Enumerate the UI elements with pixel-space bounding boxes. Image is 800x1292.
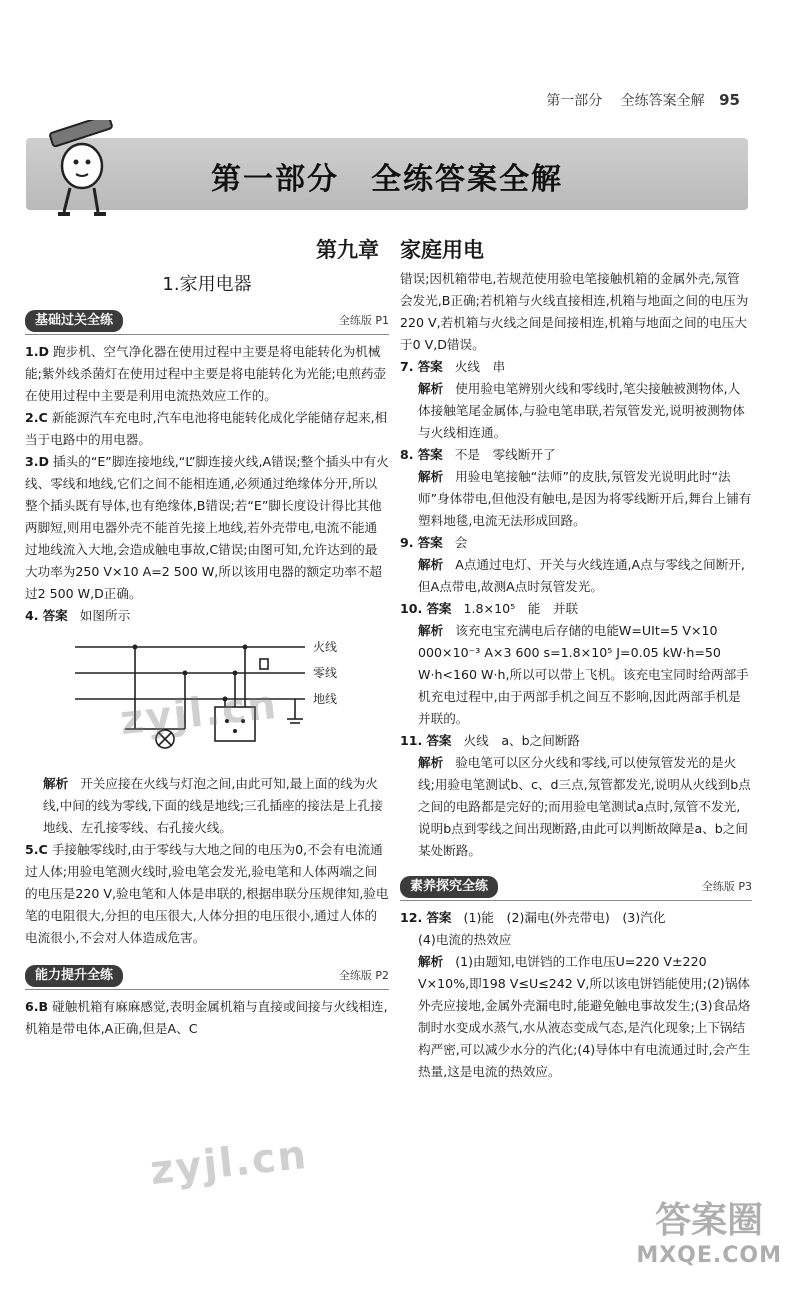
answer-text: (4)电流的热效应 [418, 932, 512, 947]
analysis-label: 解析 [418, 557, 444, 572]
wire-label-neutral: 零线 [313, 666, 338, 680]
question-text: 跑步机、空气净化器在使用过程中主要是将电能转化为机械能;紫外线杀菌灯在使用过程中主要是将电能转化为光能;电煎药壶在使用过程中主要是利用电流热效应工作的。 [25, 344, 387, 403]
answer-text: (1)能 (2)漏电(外壳带电) (3)汽化 [463, 910, 666, 925]
chapter-title: 第九章 家庭用电 [316, 238, 484, 262]
question-number: 6.B [25, 999, 49, 1014]
analysis-text: A点通过电灯、开关与火线连通,A点与零线之间断开,但A点带电,故测A点时氖管发光。 [418, 557, 745, 594]
analysis-text: (1)由题知,电饼铛的工作电压U=220 V±220 V×10%,即198 V≤U≤242 V,所以该电饼铛能使用;(2)锅体外壳应接地,金属外壳漏电时,能避免触电事故发生;(3)食品烙制时水变成水蒸气,水从液态变成气态,是汽化现象;上下锅结构严密,可以减少水分的汽化;(4)导体中有电流通过时,会产生热量,这是电流的热效应。 [418, 954, 751, 1079]
analysis-label: 解析 [418, 381, 444, 396]
brand-bottom: MXQE.COM [636, 1243, 782, 1268]
question-2 [25, 407, 389, 451]
question-text: 新能源汽车充电时,汽车电池将电能转化成化学能储存起来,相当于电路中的用电器。 [25, 410, 388, 447]
question-6 [25, 996, 389, 1040]
analysis-label: 解析 [43, 776, 69, 791]
analysis-text: 使用验电笔辨别火线和零线时,笔尖接触被测物体,人体接触笔尾金属体,与验电笔串联,若氖管发光,说明被测物体与火线相连通。 [418, 381, 745, 440]
part-banner [26, 138, 748, 210]
page-number: 95 [719, 91, 740, 109]
section-bar-suyang [400, 874, 752, 901]
question-12-answer-cont [400, 929, 752, 951]
answer-text: 不是 零线断开了 [454, 447, 556, 462]
answer-text: 火线 a、b之间断路 [463, 733, 580, 748]
question-1 [25, 341, 389, 407]
question-11-analysis [400, 752, 752, 862]
question-7-analysis [400, 378, 752, 444]
analysis-text: 验电笔可以区分火线和零线,可以使氖管发光的是火线;用验电笔测试b、c、d三点,氖管都发光,说明从火线到b点之间的电路都是完好的;而用验电笔测试a点时,氖管不发光,说明b点到零线之间出现断路,由此可以判断故障是a、b之间某处断路。 [418, 755, 751, 858]
question-number: 9. [400, 535, 414, 550]
question-number: 7. [400, 359, 414, 374]
question-8 [400, 444, 752, 466]
pencil-mascot-icon [40, 120, 126, 220]
analysis-label: 解析 [418, 469, 444, 484]
question-10-analysis [400, 620, 752, 730]
question-number: 3.D [25, 454, 50, 469]
watermark: zyjl.cn [118, 681, 281, 745]
question-text: 手接触零线时,由于零线与大地之间的电压为0,不会有电流通过人体;用验电笔测火线时,验电笔会发光,验电笔和人体两端之间的电压是220 V,验电笔和人体是串联的,根据串联分压规律知,验电笔的电阻很大,分担的电压很大,人体分担的电压很小,通过人体的电流很小,不会对人体造成危害。 [25, 842, 389, 945]
analysis-label: 解析 [418, 623, 444, 638]
question-number: 10. [400, 601, 423, 616]
question-4 [25, 605, 389, 627]
answer-label: 答案 [417, 535, 443, 550]
section-bar-ref: 全练版 P1 [338, 314, 389, 327]
question-8-analysis [400, 466, 752, 532]
question-9-analysis [400, 554, 752, 598]
analysis-text: 用验电笔接触“法师”的皮肤,氖管发光说明此时“法师”身体带电,但他没有触电,是因为将零线断开后,舞台上铺有塑料地毯,电流无法形成回路。 [418, 469, 752, 528]
question-10 [400, 598, 752, 620]
analysis-text: 开关应接在火线与灯泡之间,由此可知,最上面的线为火线,中间的线为零线,下面的线是地线;三孔插座的接法是上孔接地线、左孔接零线、右孔接火线。 [43, 776, 383, 835]
analysis-text: 该充电宝充满电后存储的电能W=UIt=5 V×10 000×10⁻³ A×3 600 s=1.8×10⁵ J=0.05 kW·h=50 W·h<160 W·h,所以可以带上飞机。该充电宝同时给两部手机充电过程中,由于两部手机之间互不影响,因此两部手机是并联的。 [418, 623, 749, 726]
question-9 [400, 532, 752, 554]
section-bar-label: 素养探究全练 [400, 876, 498, 898]
header-section: 全练答案全解 [620, 93, 705, 109]
answer-text: 1.8×10⁵ 能 并联 [463, 601, 579, 616]
question-5 [25, 839, 389, 949]
question-11 [400, 730, 752, 752]
question-number: 1.D [25, 344, 50, 359]
answer-text: 如图所示 [79, 608, 131, 623]
question-text: 错误;因机箱带电,若规范使用验电笔接触机箱的金属外壳,氖管会发光,B正确;若机箱与火线直接相连,机箱与地面之间的电压为220 V,若机箱与火线之间是间接相连,机箱与地面之间的电压大于0 V,D错误。 [400, 271, 749, 352]
question-12 [400, 907, 752, 929]
answer-label: 答案 [426, 910, 452, 925]
question-number: 12. [400, 910, 423, 925]
analysis-label: 解析 [418, 954, 444, 969]
question-number: 8. [400, 447, 414, 462]
question-number: 11. [400, 733, 423, 748]
section-bar-ref: 全练版 P3 [701, 880, 752, 893]
section-bar-ref: 全练版 P2 [338, 969, 389, 982]
answer-label: 答案 [417, 447, 443, 462]
answer-label: 答案 [417, 359, 443, 374]
answer-label: 答案 [426, 733, 452, 748]
question-12-analysis [400, 951, 752, 1083]
question-number: 4. [25, 608, 39, 623]
question-number: 2.C [25, 410, 48, 425]
watermark: zyjl.cn [148, 1131, 311, 1195]
left-column [25, 270, 389, 1040]
section-bar-nengli [25, 963, 389, 990]
section-bar-label: 能力提升全练 [25, 965, 123, 987]
analysis-label: 解析 [418, 755, 444, 770]
banner-title: 第一部分 全练答案全解 [211, 162, 563, 197]
running-header [546, 90, 740, 110]
question-6-continued [400, 268, 752, 356]
wire-label-live: 火线 [313, 640, 338, 654]
question-text: 插头的“E”脚连接地线,“L”脚连接火线,A错误;整个插头中有火线、零线和地线,它们之间不能相连通,必须通过绝缘体分开,所以整个插头既有导体,也有绝缘体,B错误;若“E”脚长度设计得比其他两脚短,则用电器外壳不能首先接上地线,若外壳带电,电流不能通过地线流入大地,会造成触电事故,C错误;由图可知,允许达到的最大功率为250 V×10 A=2 500 W,所以该用电器的额定功率不超过2 500 W,D正确。 [25, 454, 389, 601]
answer-label: 答案 [42, 608, 68, 623]
section-bar-label: 基础过关全练 [25, 310, 123, 332]
brand-top: 答案圈 [655, 1200, 764, 1241]
section-bar-jichu [25, 308, 389, 335]
question-text: 碰触机箱有麻麻感觉,表明金属机箱与直接或间接与火线相连,机箱是带电体,A正确,但是A、C [25, 999, 388, 1036]
wire-label-ground: 地线 [313, 692, 338, 706]
question-7 [400, 356, 752, 378]
answer-text: 会 [454, 535, 468, 550]
answer-text: 火线 串 [454, 359, 506, 374]
brand-watermark [636, 1192, 782, 1268]
question-number: 5.C [25, 842, 48, 857]
header-part: 第一部分 [546, 93, 603, 109]
question-4-analysis [25, 773, 389, 839]
right-column [400, 268, 752, 1083]
section-title: 1.家用电器 [162, 274, 252, 295]
question-3 [25, 451, 389, 605]
answer-label: 答案 [426, 601, 452, 616]
